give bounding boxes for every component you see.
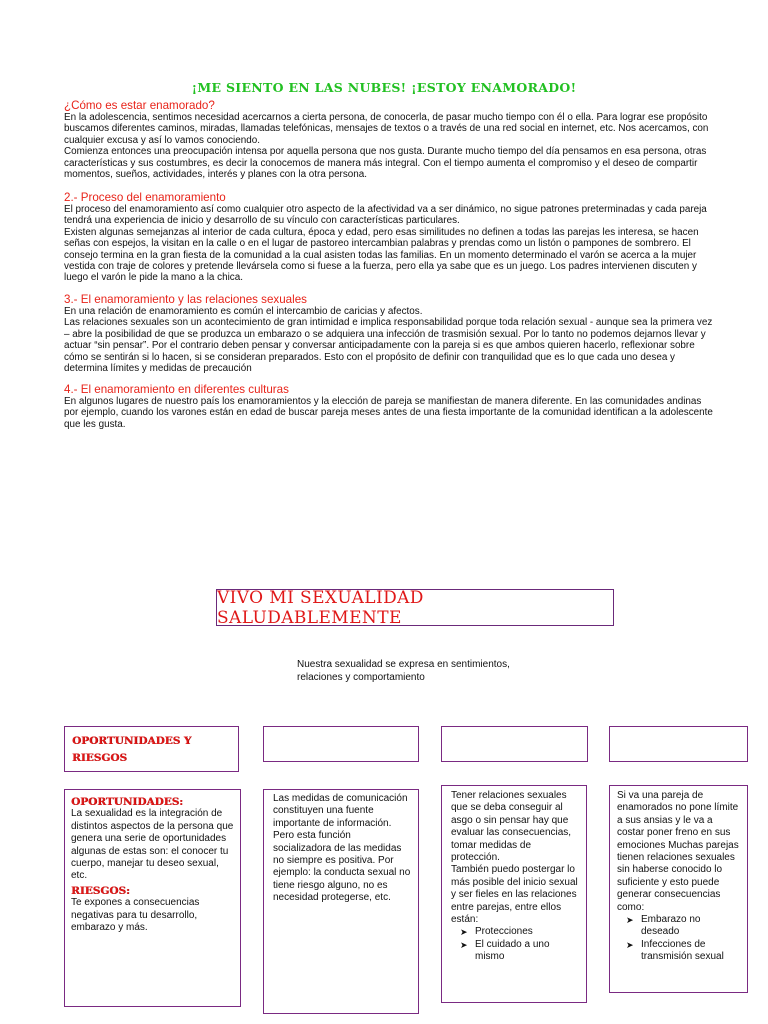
arrow-bullet-icon: ➤ [460, 939, 468, 950]
oportunidades-text: La sexualidad es la integración de distintos aspectos de la persona que genera una serie de oportunidades algunas de estas son: el conocer tu cuerpo, manejar tu deseo sexual, etc. [71, 808, 234, 882]
section-heading: 4.- El enamoramiento en diferentes culturas [64, 383, 289, 396]
section-heading: 2.- Proceso del enamoramiento [64, 191, 226, 204]
label-oportunidades: OPORTUNIDADES: [71, 796, 184, 808]
medidas-text: Las medidas de comunicación constituyen una fuente importante de información. Pero esta función socializadora de las medidas no siempre es positiva. Por ejemplo: la conducta sexual no tiene riesgo alguno, no es necesidad protegerse, etc. [273, 793, 411, 904]
header-box-label: OPORTUNIDADES Y RIESGOS [72, 735, 192, 764]
header-box-empty [263, 726, 419, 762]
section-relaciones [64, 293, 714, 374]
banner-title: VIVO MI SEXUALIDAD SALUDABLEMENTE [216, 589, 614, 626]
arrow-bullet-icon: ➤ [626, 915, 634, 926]
postergar-text: También puedo postergar lo más posible del inicio sexual y ser fieles en las relaciones entre parejas, entre ellos están: [451, 864, 578, 926]
relaciones-text: Tener relaciones sexuales que se deba conseguir al asgo o sin pensar hay que evaluar las consecuencias, tomar medidas de protección. [451, 790, 572, 864]
header-box-empty [441, 726, 588, 762]
riesgos-text: Te expones a consecuencias negativas para tu desarrollo, embarazo y más. [71, 897, 200, 934]
section-paragraph: Comienza entonces una preocupación intensa por aquella persona que nos gusta. Durante mucho tiempo del día pensamos en esa persona, otras características y sus costumbres, es decir la conocemos de manera más integral. Con el tiempo aumenta el compromiso y el deseo de compartir momentos, sueños, actividades, interés y planes con la otra persona. [64, 146, 707, 181]
measures-list [451, 926, 579, 963]
section-culturas [64, 383, 714, 430]
section-paragraph: En la adolescencia, sentimos necesidad acercarnos a cierta persona, de conocerla, de pasar mucho tiempo con él o ella. Para lograr ese propósito buscamos diferentes caminos, miradas, llamadas telefónicas, mensajes de textos o a través de una red social en internet, etc. Nos acercamos, con cualquier excusa y así lo vamos conociendo. [64, 112, 709, 146]
section-heading: ¿Cómo es estar enamorado? [64, 99, 215, 112]
list-item: ➤ El cuidado a uno mismo [460, 938, 550, 963]
section-paragraph: El proceso del enamoramiento así como cualquier otro aspecto de la afectividad va a ser dinámico, no sigue patrones preterminadas y cada pareja tendrá una experiencia de inicio y desarrollo de su vínculo con características particulares. [64, 204, 707, 227]
header-box-empty [609, 726, 748, 762]
column-medidas-comunicacion [263, 789, 419, 1014]
section-paragraph: Existen algunas semejanzas al interior de cada cultura, época y edad, pero esas similitudes no definen a todas las parejas les interesa, se hacen señas con espejos, la visitan en la calle o en el lugar de pastoreo intercambian palabras y prendas como un listón o pampones de sombrero. El consejo termina en la gran fiesta de la comunidad a la cual asisten todas las familias. En un momento determinado el varón se acerca a la mujer vestida con traje de colores y pretende llevársela como si fuese a la fuerza, pero ella ya sabe que es un juego. Los padres intervienen discuten y luego el varón le pide la mano a la chica. [64, 226, 699, 284]
intro-text: Nuestra sexualidad se expresa en sentimientos, relaciones y comportamiento [297, 659, 510, 683]
arrow-bullet-icon: ➤ [626, 939, 634, 950]
column-relaciones-sexuales [441, 785, 587, 1003]
list-item: ➤ Infecciones de transmisión sexual [626, 938, 724, 963]
arrow-bullet-icon: ➤ [460, 927, 468, 938]
header-box-opportunities [64, 726, 239, 772]
list-item: ➤ Embarazo no deseado [626, 914, 701, 938]
section-proceso [64, 191, 714, 284]
section-paragraph: Las relaciones sexuales son un acontecimiento de gran intimidad e implica responsabilidad porque toda relación sexual - aunque sea la primera vez – abre la posibilidad de que se produzca un embarazo o se adquiera una infección de trasmisión sexual. Por lo tanto no podemos dejarnos llevar y actuar “sin pensar”. Por el contrario deben pensar y conversar anticipadamente con la pareja si es que ambos quieren hacerlo, reflexionar sobre cómo se sentirán si lo hacen, si se consideran preparados. Esto con el propósito de definir con tranquilidad que es lo que cada uno desea y determina límites y medidas de precaución [64, 317, 713, 375]
section-paragraph: En una relación de enamoramiento es común el intercambio de caricias y afectos. [64, 306, 423, 317]
column-consecuencias [609, 785, 748, 993]
label-riesgos: RIESGOS: [71, 884, 130, 897]
consequences-list [617, 914, 741, 964]
section-como-es [64, 99, 714, 180]
page-title: ¡ME SIENTO EN LAS NUBES! ¡ESTOY ENAMORADO! [191, 80, 577, 95]
consecuencias-text: Si va una pareja de enamorados no pone límite a sus ansias y le va a costar poner freno en sus emociones Muchas parejas tienen relaciones sexuales sin haberse conocido lo suficiente y esto puede generar consecuencias como: [617, 790, 739, 913]
section-heading: 3.- El enamoramiento y las relaciones sexuales [64, 293, 307, 306]
list-item: ➤ Protecciones [460, 926, 533, 938]
column-oportunidades-riesgos [64, 789, 241, 1007]
section-paragraph: En algunos lugares de nuestro país los enamoramientos y la elección de pareja se manifiestan de manera diferente. En las comunidades andinas por ejemplo, cuando los varones están en edad de buscar pareja meses antes de una fiesta importante de la comunidad identifican a la adolescente que les gusta. [64, 396, 713, 430]
